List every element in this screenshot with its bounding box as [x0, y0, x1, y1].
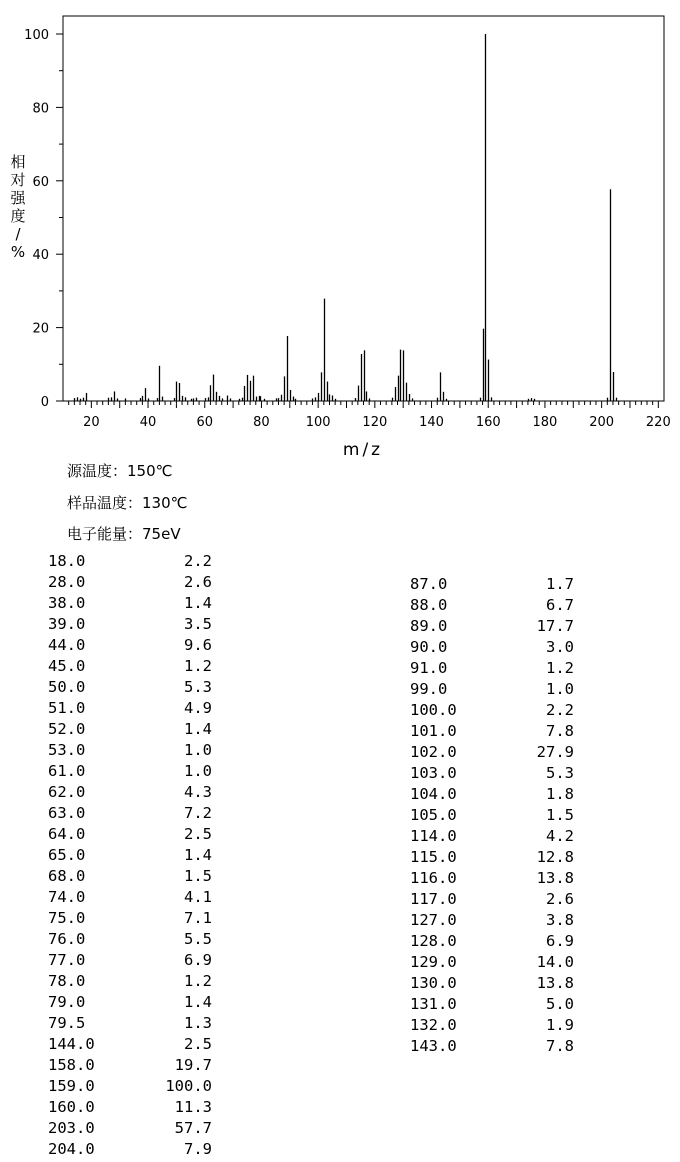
mz-value: 53.0 — [48, 741, 86, 759]
mz-value: 44.0 — [48, 636, 86, 654]
x-tick-label: 60 — [196, 415, 214, 430]
table-row — [410, 658, 590, 679]
table-row — [48, 761, 228, 782]
mz-value: 99.0 — [410, 680, 448, 698]
intensity-value: 5.5 — [184, 930, 212, 948]
mz-value: 159.0 — [48, 1077, 95, 1095]
table-row — [410, 868, 590, 889]
y-tick-label: 100 — [24, 28, 49, 43]
table-row — [410, 595, 590, 616]
table-row — [48, 677, 228, 698]
y-label-char: 度 — [10, 207, 26, 225]
mz-value: 128.0 — [410, 932, 457, 950]
mz-value: 130.0 — [410, 974, 457, 992]
y-axis-label — [10, 153, 26, 261]
mz-value: 129.0 — [410, 953, 457, 971]
table-row — [48, 1055, 228, 1076]
mz-value: 103.0 — [410, 764, 457, 782]
table-row — [48, 551, 228, 572]
mz-value: 115.0 — [410, 848, 457, 866]
intensity-value: 1.4 — [184, 720, 212, 738]
x-tick-label: 200 — [589, 415, 615, 430]
source-temperature: 源温度：150℃ — [67, 462, 173, 480]
table-row — [410, 784, 590, 805]
mz-value: 52.0 — [48, 720, 86, 738]
table-row — [410, 679, 590, 700]
intensity-value: 6.9 — [546, 932, 574, 950]
table-row — [410, 826, 590, 847]
intensity-value: 7.8 — [546, 722, 574, 740]
intensity-value: 7.1 — [184, 909, 212, 927]
mz-value: 39.0 — [48, 615, 86, 633]
intensity-value: 2.6 — [546, 890, 574, 908]
table-row — [48, 593, 228, 614]
intensity-value: 27.9 — [536, 743, 574, 761]
mz-value: 68.0 — [48, 867, 86, 885]
intensity-value: 4.9 — [184, 699, 212, 717]
intensity-value: 3.5 — [184, 615, 212, 633]
mz-value: 90.0 — [410, 638, 448, 656]
intensity-value: 1.4 — [184, 846, 212, 864]
mz-value: 75.0 — [48, 909, 86, 927]
mass-spectrum-chart — [0, 0, 680, 460]
mz-value: 61.0 — [48, 762, 86, 780]
mz-value: 63.0 — [48, 804, 86, 822]
table-row — [48, 803, 228, 824]
mz-value: 127.0 — [410, 911, 457, 929]
table-row — [48, 1013, 228, 1034]
mz-value: 77.0 — [48, 951, 86, 969]
mz-value: 78.0 — [48, 972, 86, 990]
intensity-value: 4.3 — [184, 783, 212, 801]
intensity-value: 1.5 — [184, 867, 212, 885]
table-row — [410, 763, 590, 784]
table-row — [410, 574, 590, 595]
intensity-value: 5.3 — [184, 678, 212, 696]
x-tick-label: 220 — [645, 415, 671, 430]
table-row — [410, 910, 590, 931]
x-tick-label: 100 — [305, 415, 331, 430]
intensity-value: 1.5 — [546, 806, 574, 824]
intensity-value: 1.4 — [184, 594, 212, 612]
y-tick-label: 20 — [32, 321, 49, 337]
intensity-value: 1.2 — [546, 659, 574, 677]
mz-value: 50.0 — [48, 678, 86, 696]
intensity-value: 14.0 — [536, 953, 574, 971]
mz-value: 38.0 — [48, 594, 86, 612]
intensity-value: 11.3 — [174, 1098, 212, 1116]
intensity-value: 1.0 — [184, 762, 212, 780]
y-tick-label: 80 — [32, 101, 49, 117]
peak-table-left — [48, 551, 228, 1160]
y-label-char: % — [10, 243, 26, 261]
mz-value: 114.0 — [410, 827, 457, 845]
intensity-value: 1.2 — [184, 972, 212, 990]
intensity-value: 7.8 — [546, 1037, 574, 1055]
table-row — [410, 1036, 590, 1057]
x-tick-label: 80 — [253, 415, 270, 430]
intensity-value: 1.0 — [546, 680, 574, 698]
mz-value: 76.0 — [48, 930, 86, 948]
mz-value: 102.0 — [410, 743, 457, 761]
table-row — [410, 952, 590, 973]
intensity-value: 4.2 — [546, 827, 574, 845]
mz-value: 144.0 — [48, 1035, 95, 1053]
table-row — [410, 994, 590, 1015]
y-axis-ticks — [24, 28, 63, 410]
table-row — [48, 656, 228, 677]
intensity-value: 1.0 — [184, 741, 212, 759]
intensity-value: 100.0 — [165, 1077, 212, 1095]
intensity-value: 1.8 — [546, 785, 574, 803]
table-row — [410, 931, 590, 952]
x-axis-ticks — [69, 401, 671, 430]
table-row — [410, 700, 590, 721]
intensity-value: 57.7 — [174, 1119, 212, 1137]
table-row — [410, 637, 590, 658]
table-row — [48, 1076, 228, 1097]
intensity-value: 2.2 — [184, 552, 212, 570]
table-row — [48, 845, 228, 866]
mz-value: 101.0 — [410, 722, 457, 740]
y-label-char: / — [15, 225, 21, 243]
table-row — [48, 866, 228, 887]
table-row — [48, 614, 228, 635]
electron-energy: 电子能量：75eV — [67, 525, 181, 543]
mz-value: 87.0 — [410, 575, 448, 593]
mz-value: 116.0 — [410, 869, 457, 887]
intensity-value: 1.2 — [184, 657, 212, 675]
mz-value: 79.5 — [48, 1014, 86, 1032]
intensity-value: 5.0 — [546, 995, 574, 1013]
table-row — [48, 929, 228, 950]
intensity-value: 1.7 — [546, 575, 574, 593]
x-axis-label: m/z — [342, 440, 384, 460]
intensity-value: 9.6 — [184, 636, 212, 654]
table-row — [48, 782, 228, 803]
table-row — [48, 698, 228, 719]
sample-temperature: 样品温度：130℃ — [67, 494, 188, 512]
mz-value: 89.0 — [410, 617, 448, 635]
intensity-value: 1.9 — [546, 1016, 574, 1034]
intensity-value: 2.2 — [546, 701, 574, 719]
mz-value: 105.0 — [410, 806, 457, 824]
mz-value: 45.0 — [48, 657, 86, 675]
mz-value: 18.0 — [48, 552, 86, 570]
intensity-value: 5.3 — [546, 764, 574, 782]
table-row — [48, 1034, 228, 1055]
mz-value: 131.0 — [410, 995, 457, 1013]
mz-value: 64.0 — [48, 825, 86, 843]
table-row — [48, 1118, 228, 1139]
mz-value: 143.0 — [410, 1037, 457, 1055]
intensity-value: 6.7 — [546, 596, 574, 614]
mz-value: 204.0 — [48, 1140, 95, 1158]
table-row — [48, 950, 228, 971]
intensity-value: 3.0 — [546, 638, 574, 656]
intensity-value: 2.6 — [184, 573, 212, 591]
peak-bars — [75, 34, 617, 401]
table-row — [48, 572, 228, 593]
table-row — [410, 616, 590, 637]
mz-value: 65.0 — [48, 846, 86, 864]
table-row — [48, 719, 228, 740]
y-tick-label: 40 — [32, 248, 49, 264]
table-row — [410, 1015, 590, 1036]
table-row — [410, 889, 590, 910]
intensity-value: 3.8 — [546, 911, 574, 929]
mz-value: 104.0 — [410, 785, 457, 803]
x-tick-label: 120 — [362, 415, 388, 430]
mz-value: 79.0 — [48, 993, 86, 1011]
intensity-value: 12.8 — [536, 848, 574, 866]
mz-value: 62.0 — [48, 783, 86, 801]
table-row — [48, 887, 228, 908]
table-row — [410, 847, 590, 868]
x-tick-label: 180 — [532, 415, 558, 430]
intensity-value: 1.3 — [184, 1014, 212, 1032]
table-row — [48, 740, 228, 761]
table-row — [410, 973, 590, 994]
mz-value: 91.0 — [410, 659, 448, 677]
plot-frame — [63, 16, 664, 401]
intensity-value: 7.9 — [184, 1140, 212, 1158]
y-label-char: 相 — [10, 153, 26, 171]
table-row — [410, 742, 590, 763]
intensity-value: 2.5 — [184, 825, 212, 843]
table-row — [410, 721, 590, 742]
mz-value: 203.0 — [48, 1119, 95, 1137]
mz-value: 28.0 — [48, 573, 86, 591]
table-row — [48, 908, 228, 929]
mz-value: 100.0 — [410, 701, 457, 719]
y-tick-label: 60 — [32, 174, 49, 190]
intensity-value: 2.5 — [184, 1035, 212, 1053]
table-row — [48, 1097, 228, 1118]
y-tick-label: 0 — [40, 395, 49, 410]
mz-value: 88.0 — [410, 596, 448, 614]
mz-value: 158.0 — [48, 1056, 95, 1074]
mz-value: 160.0 — [48, 1098, 95, 1116]
intensity-value: 1.4 — [184, 993, 212, 1011]
intensity-value: 17.7 — [536, 617, 574, 635]
mz-value: 74.0 — [48, 888, 86, 906]
y-label-char: 对 — [10, 171, 26, 189]
intensity-value: 13.8 — [536, 869, 574, 887]
x-tick-label: 140 — [419, 415, 444, 430]
table-row — [48, 824, 228, 845]
intensity-value: 13.8 — [536, 974, 574, 992]
intensity-value: 4.1 — [184, 888, 212, 906]
mz-value: 51.0 — [48, 699, 86, 717]
x-tick-label: 20 — [83, 415, 100, 430]
table-row — [48, 992, 228, 1013]
x-tick-label: 160 — [475, 415, 501, 430]
table-row — [410, 805, 590, 826]
mz-value: 132.0 — [410, 1016, 457, 1034]
mz-value: 117.0 — [410, 890, 457, 908]
intensity-value: 6.9 — [184, 951, 212, 969]
intensity-value: 7.2 — [184, 804, 212, 822]
table-row — [48, 971, 228, 992]
x-tick-label: 40 — [139, 415, 157, 430]
y-label-char: 强 — [10, 189, 26, 207]
intensity-value: 19.7 — [174, 1056, 212, 1074]
peak-table-right — [410, 574, 590, 1057]
table-row — [48, 1139, 228, 1160]
table-row — [48, 635, 228, 656]
